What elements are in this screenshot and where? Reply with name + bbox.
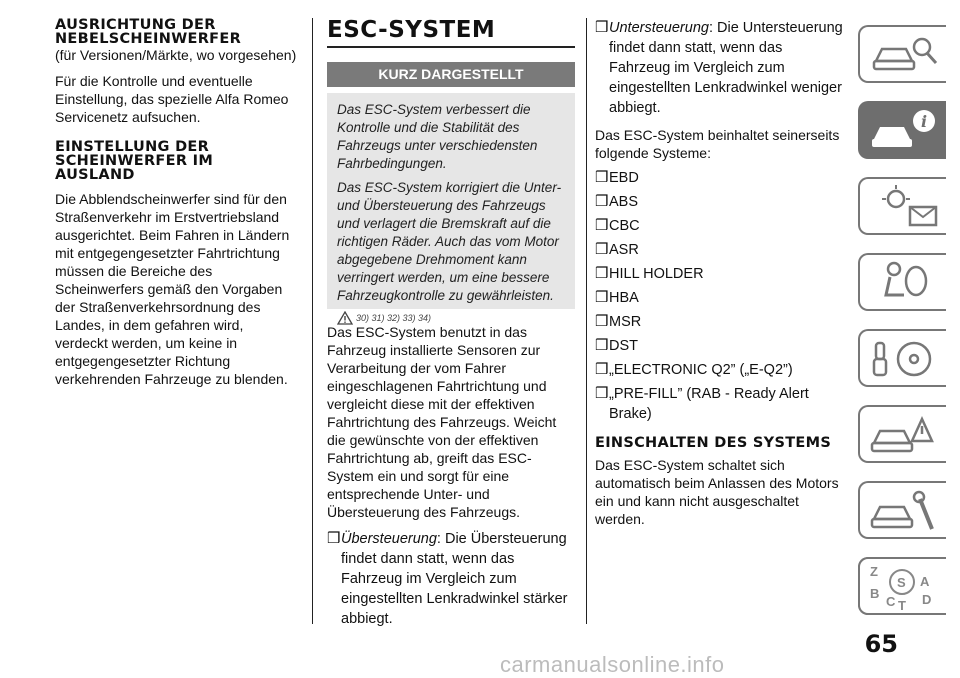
- tab-dashboard-lights[interactable]: [858, 177, 946, 235]
- fog-lights-note: (für Versionen/Märkte, wo vorgesehen): [55, 47, 297, 63]
- column-divider-1: [312, 18, 313, 624]
- list-item: [595, 360, 845, 380]
- list-item: [595, 168, 845, 188]
- summary-text-1: Das ESC-System verbessert die Kontrolle und die Stabilität des Fahrzeugs unter verschiedensten Fahrbedingungen.: [337, 102, 538, 171]
- bullet-box: ❒: [595, 385, 609, 402]
- system-name: HBA: [609, 290, 639, 306]
- bullet-box: ❒: [595, 361, 609, 378]
- bullet-box: ❒: [595, 19, 609, 36]
- bullet-box: ❒: [595, 313, 609, 330]
- activation-text: Das ESC-System schaltet sich automatisch beim Anlassen des Motors ein und kann nicht ausgeschaltet werden.: [595, 457, 839, 527]
- list-item: [595, 192, 845, 212]
- index-alphabet-icon: [864, 560, 940, 614]
- bullet-box: ❒: [595, 217, 609, 234]
- system-name: EBD: [609, 170, 639, 186]
- svg-text:i: i: [920, 112, 928, 131]
- column-middle: [327, 18, 575, 629]
- index-letter: S: [897, 575, 906, 590]
- oversteer-text: : Die Übersteuerung findet dann statt, wenn das Fahrzeug im Vergleich zum eingestellten Lenkradwinkel stärker abbiegt.: [341, 531, 568, 627]
- list-item-oversteer: [327, 529, 575, 629]
- dashboard-lights-icon: [870, 185, 940, 229]
- list-item: [595, 384, 845, 424]
- system-name: DST: [609, 338, 638, 354]
- car-search-icon: [870, 33, 940, 77]
- heading-activation: EINSCHALTEN DES SYSTEMS: [595, 435, 832, 451]
- tab-key-steering[interactable]: [858, 329, 946, 387]
- heading-abroad: EINSTELLUNG DER SCHEINWERFER IM AUSLAND: [55, 139, 214, 183]
- column-left: [55, 18, 298, 388]
- index-letter: D: [922, 592, 932, 607]
- index-letter: T: [898, 598, 906, 613]
- abroad-text: Die Abblendscheinwerfer sind für den Straßenverkehr im Erstvertriebsland ausgerichtet. Beim Fahren in Ländern mit entgegengesetzter Fahrtrichtung müssen die Bereiche des Scheinwerfers gemäß den Vorgaben der Straßenverkehrsordnung des Landes, in dem gefahren wird, verdeckt werden, um keine in entgegengesetzter Richtung verkehrenden Fahrzeuge zu blenden.: [55, 191, 290, 387]
- summary-text-2: Das ESC-System korrigiert die Unter- und Übersteuerung des Fahrzeugs und verlagert die Bremskraft auf die richtigen Räder. Auch das vom Motor abgegebene Drehmoment kann verringert werden, um eine bessere Fahrzeugkontrolle zu gewährleisten.: [337, 180, 562, 303]
- system-name: MSR: [609, 314, 642, 330]
- understeer-text: : Die Untersteuerung findet dann statt, wenn das Fahrzeug im Vergleich zum eingestellten Lenkradwinkel weniger abbiegt.: [609, 20, 843, 116]
- system-name: „PRE-FILL” (RAB - Ready Alert Brake): [609, 386, 809, 422]
- index-letter: C: [886, 594, 896, 609]
- bullet-box: ❒: [595, 337, 609, 354]
- systems-intro: Das ESC-System beinhaltet seinerseits folgende Systeme:: [595, 127, 840, 161]
- systems-list: [595, 168, 845, 424]
- list-item: [595, 216, 845, 236]
- tab-airbag-seat[interactable]: [858, 253, 946, 311]
- warning-reference-numbers: 30) 31) 32) 33) 34): [356, 313, 432, 323]
- watermark: carmanualsonline.info: [500, 652, 725, 677]
- car-info-icon: [870, 109, 940, 153]
- tab-car-wrench[interactable]: [858, 481, 946, 539]
- bullet-box: ❒: [595, 265, 609, 282]
- system-name: „ELECTRONIC Q2” („E-Q2”): [609, 362, 793, 378]
- system-name: ABS: [609, 194, 639, 210]
- bullet-box: ❒: [327, 530, 341, 547]
- bullet-box: ❒: [595, 169, 609, 186]
- list-item: [595, 312, 845, 332]
- index-letter: A: [920, 574, 930, 589]
- term-understeer: Untersteuerung: [609, 20, 709, 36]
- column-right: [595, 18, 845, 528]
- summary-box: [327, 93, 575, 323]
- list-item-understeer: [595, 18, 845, 118]
- heading-fog-lights: AUSRICHTUNG DER NEBELSCHEINWERFER: [55, 17, 242, 47]
- list-item: [595, 264, 845, 284]
- car-accident-icon: [870, 413, 940, 457]
- list-item: [595, 336, 845, 356]
- esc-description: Das ESC-System benutzt in das Fahrzeug installierte Sensoren zur Verarbeitung der vom Fahrer eingeschlagenen Fahrtrichtung und vergleicht diese mit der effektiven Fahrtrichtung des Fahrzeugs. Weicht die gewünschte von der effektiven Fahrtrichtung ab, greift das ESC-System ein und sorgt für eine entsprechende Unter- und Übersteuerung des Fahrzeugs.: [327, 324, 557, 520]
- section-title-esc: ESC-SYSTEM: [327, 18, 575, 48]
- fog-lights-text: Für die Kontrolle und eventuelle Einstellung, das spezielle Alfa Romeo Servicenetz aufsuchen.: [55, 73, 289, 125]
- index-tab-wrapper: [858, 557, 946, 615]
- bullet-box: ❒: [595, 193, 609, 210]
- tab-car-search[interactable]: [858, 25, 946, 83]
- list-item: [595, 288, 845, 308]
- car-wrench-icon: [870, 489, 940, 533]
- airbag-seat-icon: [870, 261, 940, 305]
- key-steering-icon: [870, 337, 940, 381]
- system-name: ASR: [609, 242, 639, 258]
- term-oversteer: Übersteuerung: [341, 531, 437, 547]
- tab-index[interactable]: [858, 557, 946, 615]
- system-name: CBC: [609, 218, 640, 234]
- bullet-box: ❒: [595, 241, 609, 258]
- tab-car-accident[interactable]: [858, 405, 946, 463]
- list-item: [595, 240, 845, 260]
- bullet-box: ❒: [595, 289, 609, 306]
- page-number: 65: [864, 630, 898, 658]
- index-letter: Z: [870, 564, 878, 579]
- system-name: HILL HOLDER: [609, 266, 704, 282]
- index-letter: B: [870, 586, 880, 601]
- column-divider-2: [586, 18, 587, 624]
- summary-title: KURZ DARGESTELLT: [327, 62, 575, 87]
- tab-car-info[interactable]: [858, 101, 946, 159]
